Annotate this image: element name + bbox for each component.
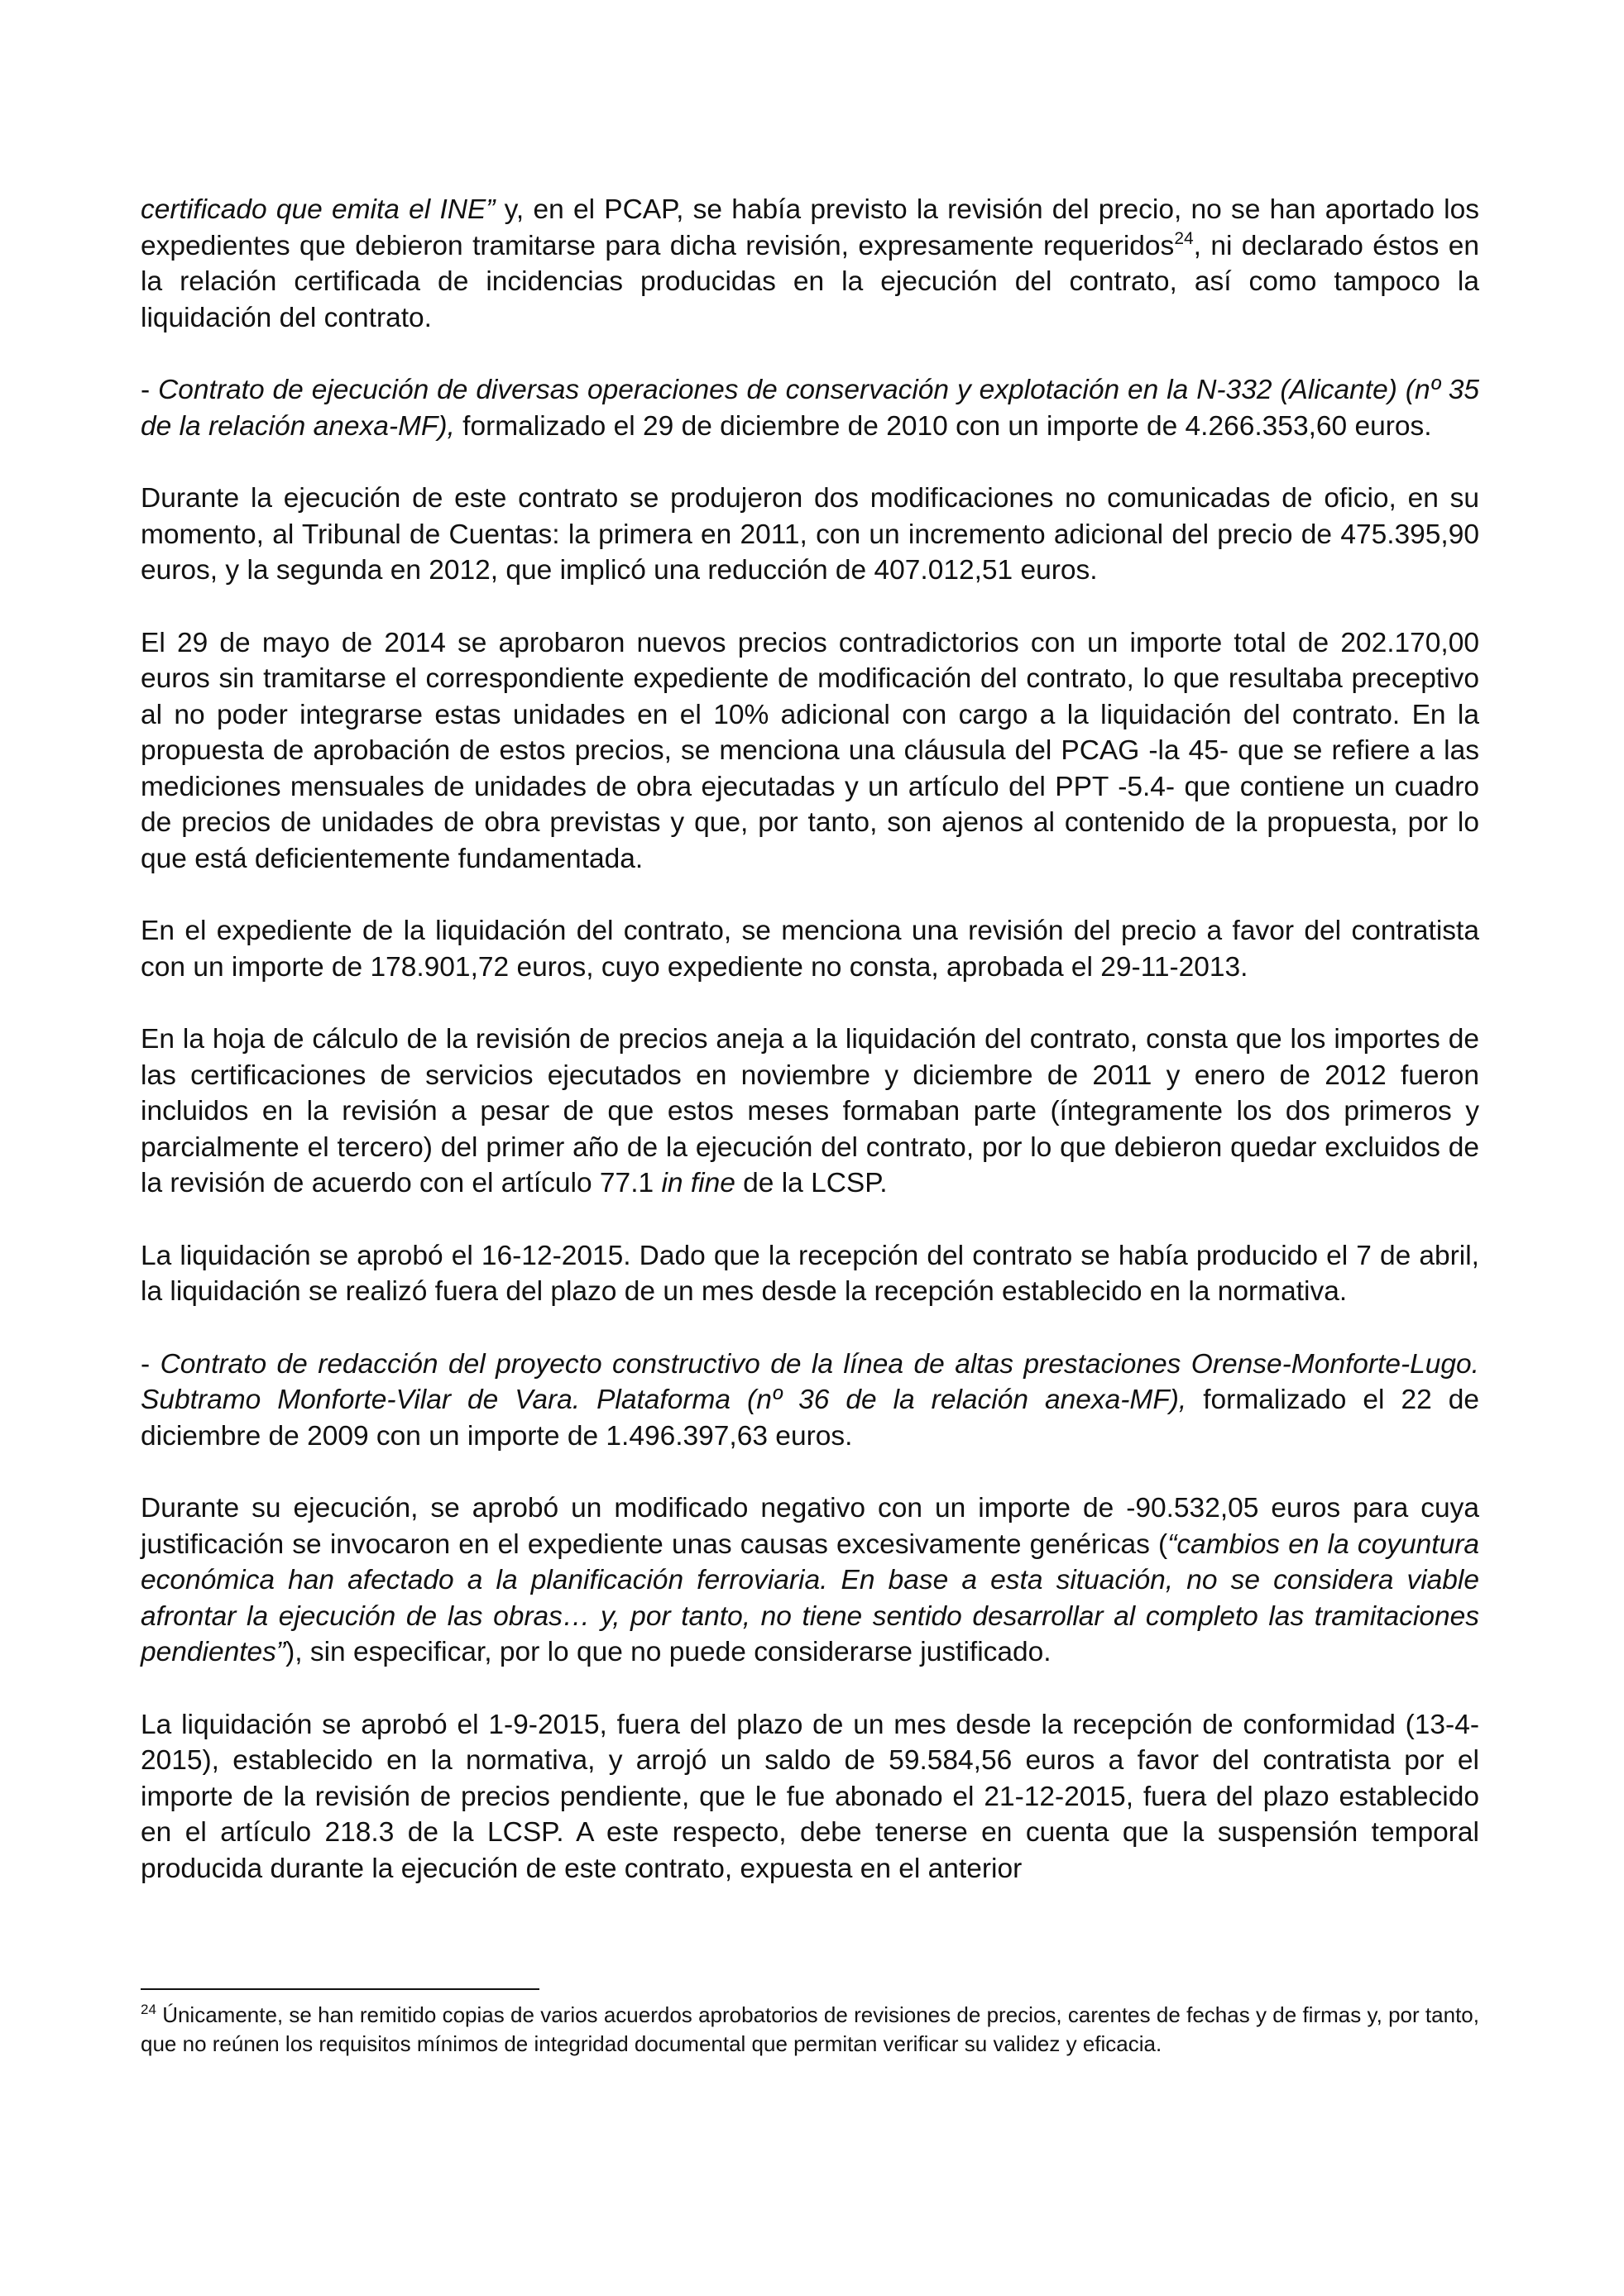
paragraph-9 [141, 1490, 1479, 1671]
footnote [141, 2001, 1479, 2059]
text-run: - [141, 375, 159, 405]
footnote-marker: 24 [141, 2002, 156, 2017]
paragraph-4 [141, 625, 1479, 878]
paragraph-7 [141, 1238, 1479, 1310]
text-run: Durante la ejecución de este contrato se produjeron dos modificaciones no comunicadas de oficio, en su momento, al Tribunal de Cuentas: la primera en 2011, con un incremento adicional del precio de 475.395,90 euros, y la segunda en 2012, que implicó una reducción de 407.012,51 euros. [141, 483, 1479, 586]
paragraph-5 [141, 913, 1479, 985]
paragraph-3 [141, 481, 1479, 589]
text-run: formalizado el 22 de diciembre de 2009 con un importe de 1.496.397,63 euros. [141, 1385, 1479, 1452]
paragraph-8 [141, 1347, 1479, 1455]
italic-run: “cambios en la coyuntura económica han afectado a la planificación ferroviaria. En base a esta situación, no se considera viable afrontar la ejecución de las obras… y, por tanto, no tiene sentido desarrollar al completo las tramitaciones pendientes” [141, 1528, 1479, 1667]
text-run: Durante su ejecución, se aprobó un modificado negativo con un importe de -90.532,05 euros para cuya justificación se invocaron en el expediente unas causas excesivamente genéricas ( [141, 1493, 1479, 1560]
text-run: La liquidación se aprobó el 16-12-2015. Dado que la recepción del contrato se había producido el 7 de abril, la liquidación se realizó fuera del plazo de un mes desde la recepción establecido en la normativa. [141, 1240, 1479, 1307]
footnote-text: Únicamente, se han remitido copias de varios acuerdos aprobatorios de revisiones de precios, carentes de fechas y de firmas y, por tanto, que no reúnen los requisitos mínimos de integridad documental que permitan verificar su validez y eficacia. [141, 2002, 1479, 2056]
text-run: ), sin especificar, por lo que no puede considerarse justificado. [285, 1637, 1052, 1667]
text-run: En la hoja de cálculo de la revisión de precios aneja a la liquidación del contrato, consta que los importes de las certificaciones de servicios ejecutados en noviembre y diciembre de 2011 y enero de 2012 fueron incluidos en la revisión a pesar de que estos meses formaban parte (íntegramente los dos primeros y parcialmente el tercero) del primer año de la ejecución del contrato, por lo que debieron quedar excluidos de la revisión de acuerdo con el artículo 77.1 [141, 1024, 1479, 1198]
italic-run: Contrato de redacción del proyecto constructivo de la línea de altas prestaciones Orense-Monforte-Lugo. Subtramo Monforte-Vilar de Vara. Plataforma (nº 36 de la relación anexa-MF), [141, 1348, 1479, 1415]
text-run: En el expediente de la liquidación del contrato, se menciona una revisión del precio a favor del contratista con un importe de 178.901,72 euros, cuyo expediente no consta, aprobada el 29-11-2013. [141, 916, 1479, 983]
italic-run: in fine [661, 1168, 735, 1198]
text-run: La liquidación se aprobó el 1-9-2015, fuera del plazo de un mes desde la recepción de conformidad (13-4-2015), establecido en la normativa, y arrojó un saldo de 59.584,56 euros a favor del contratista por el importe de la revisión de precios pendiente, que le fue abonado el 21-12-2015, fuera del plazo establecido en el artículo 218.3 de la LCSP. A este respecto, debe tenerse en cuenta que la suspensión temporal producida durante la ejecución de este contrato, expuesta en el anterior [141, 1709, 1479, 1884]
text-run: formalizado el 29 de diciembre de 2010 con un importe de 4.266.353,60 euros. [454, 410, 1432, 442]
text-run: El 29 de mayo de 2014 se aprobaron nuevos precios contradictorios con un importe total de 202.170,00 euros sin tramitarse el correspondiente expediente de modificación del contrato, lo que resultaba preceptivo al no poder integrarse estas unidades en el 10% adicional con cargo a la liquidación del contrato. En la propuesta de aprobación de estos precios, se menciona una cláusula del PCAG -la 45- que se refiere a las mediciones mensuales de unidades de obra ejecutadas y un artículo del PPT -5.4- que contiene un cuadro de precios de unidades de obra previstas y que, por tanto, son ajenos al contenido de la propuesta, por lo que está deficientemente fundamentada. [141, 627, 1479, 874]
text-run: - [141, 1348, 160, 1380]
body-text [141, 192, 1479, 1923]
footnote-reference: 24 [1174, 228, 1194, 248]
paragraph-6 [141, 1021, 1479, 1202]
italic-run: certificado que emita el INE” [141, 194, 496, 225]
text-run: y, en el PCAP, se había previsto la revisión del precio, no se han aportado los expedientes que debieron tramitarse para dicha revisión, expresamente requeridos [141, 194, 1479, 261]
italic-run: Contrato de ejecución de diversas operaciones de conservación y explotación en la N-332 (Alicante) (nº 35 de la relación anexa-MF), [141, 375, 1480, 442]
text-run: , ni declarado éstos en la relación certificada de incidencias producidas en la ejecución del contrato, así como tampoco la liquidación del contrato. [141, 230, 1480, 333]
paragraph-10 [141, 1707, 1479, 1887]
paragraph-2 [141, 372, 1479, 444]
text-run: de la LCSP. [735, 1168, 888, 1198]
paragraph-1 [141, 192, 1479, 336]
footnote-separator [141, 1988, 539, 1990]
